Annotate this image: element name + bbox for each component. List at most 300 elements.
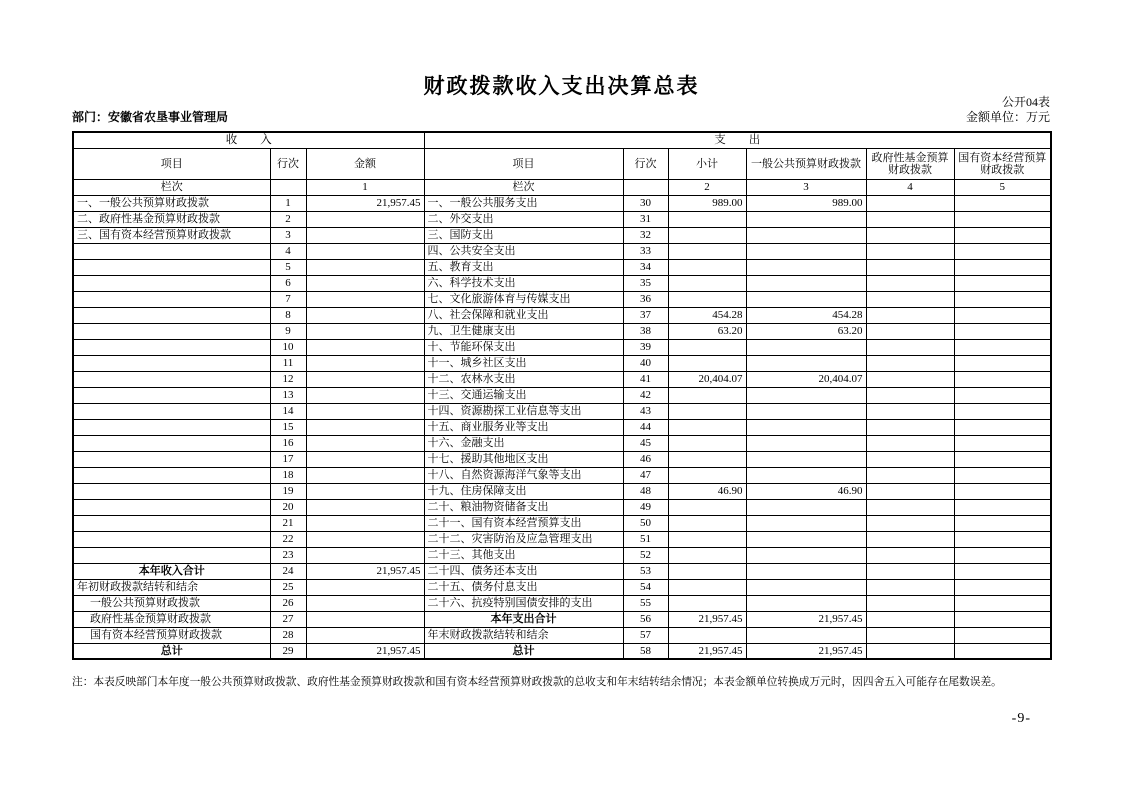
- income-item-cell: [73, 291, 270, 307]
- table-row: [73, 531, 1051, 547]
- income-index-line: [270, 180, 306, 196]
- table-row: [73, 291, 1051, 307]
- income-item-cell: [73, 355, 270, 371]
- expense-gov-fund-cell: [866, 627, 954, 643]
- expense-general-cell: [746, 515, 866, 531]
- income-item-cell: 一般公共预算财政拨款: [73, 595, 270, 611]
- income-amount-cell: [306, 515, 424, 531]
- footnote: 注：本表反映部门本年度一般公共预算财政拨款、政府性基金预算财政拨款和国有资本经营预算财政拨款的总收支和年末结转结余情况；本表金额单位转换成万元时，因四舍五入可能存在尾数误差。: [72, 676, 1002, 688]
- expense-line-cell: 46: [623, 451, 668, 467]
- income-amount-cell: [306, 627, 424, 643]
- expense-general-cell: [746, 451, 866, 467]
- expense-subtotal-cell: 46.90: [668, 483, 746, 499]
- expense-gov-fund-cell: [866, 547, 954, 563]
- expense-subtotal-cell: [668, 563, 746, 579]
- income-amount-cell: [306, 387, 424, 403]
- expense-gov-fund-cell: [866, 467, 954, 483]
- expense-line-cell: 36: [623, 291, 668, 307]
- table-row: [73, 227, 1051, 243]
- income-item-cell: [73, 483, 270, 499]
- expense-gov-fund-cell: [866, 483, 954, 499]
- expense-subtotal-cell: [668, 531, 746, 547]
- income-line-cell: 2: [270, 211, 306, 227]
- expense-state-capital-cell: [954, 371, 1051, 387]
- expense-general-cell: 20,404.07: [746, 371, 866, 387]
- expense-gov-fund-header: 政府性基金预算财政拨款: [866, 149, 954, 180]
- expense-gov-fund-cell: [866, 291, 954, 307]
- expense-general-cell: [746, 419, 866, 435]
- expense-subtotal-cell: [668, 547, 746, 563]
- expense-line-cell: 47: [623, 467, 668, 483]
- table-row: [73, 627, 1051, 643]
- expense-state-capital-cell: [954, 515, 1051, 531]
- expense-line-cell: 35: [623, 275, 668, 291]
- expense-subtotal-cell: [668, 515, 746, 531]
- table-row: [73, 243, 1051, 259]
- table-row: [73, 419, 1051, 435]
- expense-item-cell: 十一、城乡社区支出: [424, 355, 623, 371]
- expense-subtotal-cell: [668, 243, 746, 259]
- income-amount-cell: [306, 355, 424, 371]
- income-item-cell: [73, 387, 270, 403]
- expense-state-capital-cell: [954, 355, 1051, 371]
- expense-line-cell: 48: [623, 483, 668, 499]
- expense-state-capital-cell: [954, 643, 1051, 659]
- expense-general-cell: [746, 499, 866, 515]
- expense-general-cell: [746, 291, 866, 307]
- expense-state-capital-cell: [954, 531, 1051, 547]
- table-row: [73, 307, 1051, 323]
- expense-subtotal-cell: 20,404.07: [668, 371, 746, 387]
- expense-line-cell: 57: [623, 627, 668, 643]
- expense-state-capital-cell: [954, 211, 1051, 227]
- income-line-cell: 1: [270, 195, 306, 211]
- expense-subtotal-cell: [668, 627, 746, 643]
- expense-item-cell: 四、公共安全支出: [424, 243, 623, 259]
- expense-line-cell: 51: [623, 531, 668, 547]
- income-amount-cell: [306, 227, 424, 243]
- table-row: [73, 195, 1051, 211]
- income-line-cell: 16: [270, 435, 306, 451]
- income-line-cell: 19: [270, 483, 306, 499]
- expense-state-capital-cell: [954, 483, 1051, 499]
- income-item-header: 项目: [73, 149, 270, 180]
- income-item-cell: 一、一般公共预算财政拨款: [73, 195, 270, 211]
- income-item-cell: 二、政府性基金预算财政拨款: [73, 211, 270, 227]
- expense-state-capital-cell: [954, 243, 1051, 259]
- expense-subtotal-cell: [668, 259, 746, 275]
- income-amount-cell: 21,957.45: [306, 195, 424, 211]
- income-amount-cell: [306, 435, 424, 451]
- expense-general-cell: [746, 259, 866, 275]
- expense-state-capital-cell: [954, 227, 1051, 243]
- income-line-cell: 18: [270, 467, 306, 483]
- table-row: [73, 467, 1051, 483]
- income-amount-cell: [306, 467, 424, 483]
- income-line-cell: 12: [270, 371, 306, 387]
- expense-gov-fund-cell: [866, 227, 954, 243]
- income-item-cell: [73, 243, 270, 259]
- expense-gov-fund-cell: [866, 611, 954, 627]
- expense-state-capital-cell: [954, 467, 1051, 483]
- expense-state-capital-cell: [954, 627, 1051, 643]
- expense-gov-fund-cell: [866, 531, 954, 547]
- income-line-cell: 10: [270, 339, 306, 355]
- income-amount-cell: [306, 531, 424, 547]
- income-amount-cell: [306, 275, 424, 291]
- expense-gov-fund-cell: [866, 595, 954, 611]
- expense-gov-fund-cell: [866, 323, 954, 339]
- table-row: [73, 547, 1051, 563]
- income-line-cell: 11: [270, 355, 306, 371]
- expense-line-cell: 30: [623, 195, 668, 211]
- income-item-cell: 政府性基金预算财政拨款: [73, 611, 270, 627]
- income-item-cell: [73, 435, 270, 451]
- table-row: [73, 387, 1051, 403]
- expense-item-cell: 十六、金融支出: [424, 435, 623, 451]
- column-index-row: [73, 180, 1051, 196]
- table-row: [73, 563, 1051, 579]
- expense-line-cell: 32: [623, 227, 668, 243]
- expense-general-cell: [746, 467, 866, 483]
- expense-general-cell: [746, 531, 866, 547]
- expense-subtotal-cell: 21,957.45: [668, 643, 746, 659]
- expense-item-cell: 十四、资源勘探工业信息等支出: [424, 403, 623, 419]
- expense-state-capital-cell: [954, 419, 1051, 435]
- expense-general-cell: [746, 627, 866, 643]
- expense-gov-fund-cell: [866, 499, 954, 515]
- expense-gov-fund-cell: [866, 515, 954, 531]
- expense-gov-fund-cell: [866, 435, 954, 451]
- expense-state-capital-cell: [954, 499, 1051, 515]
- expense-subtotal-cell: [668, 499, 746, 515]
- income-amount-cell: 21,957.45: [306, 643, 424, 659]
- expense-subtotal-header: 小计: [668, 149, 746, 180]
- expense-index-4: 4: [866, 180, 954, 196]
- expense-line-cell: 39: [623, 339, 668, 355]
- income-line-cell: 27: [270, 611, 306, 627]
- table-row: [73, 499, 1051, 515]
- column-header-row: [73, 149, 1051, 180]
- expense-line-cell: 44: [623, 419, 668, 435]
- expense-subtotal-cell: [668, 211, 746, 227]
- expense-item-cell: 年末财政拨款结转和结余: [424, 627, 623, 643]
- expense-state-capital-cell: [954, 259, 1051, 275]
- expense-state-capital-header: 国有资本经营预算财政拨款: [954, 149, 1051, 180]
- income-amount-cell: [306, 259, 424, 275]
- expense-gov-fund-cell: [866, 259, 954, 275]
- expense-general-cell: 21,957.45: [746, 643, 866, 659]
- income-line-cell: 13: [270, 387, 306, 403]
- expense-item-cell: 十七、援助其他地区支出: [424, 451, 623, 467]
- table-row: [73, 355, 1051, 371]
- expense-state-capital-cell: [954, 291, 1051, 307]
- income-amount-cell: [306, 579, 424, 595]
- meta-row: [72, 108, 1050, 125]
- expense-item-cell: 二十二、灾害防治及应急管理支出: [424, 531, 623, 547]
- expense-general-cell: 63.20: [746, 323, 866, 339]
- unit-label: 金额单位：万元: [965, 110, 1050, 124]
- income-item-cell: [73, 403, 270, 419]
- income-line-cell: 4: [270, 243, 306, 259]
- table-row: [73, 339, 1051, 355]
- income-line-cell: 8: [270, 307, 306, 323]
- expense-gov-fund-cell: [866, 643, 954, 659]
- income-line-cell: 14: [270, 403, 306, 419]
- expense-state-capital-cell: [954, 435, 1051, 451]
- expense-gov-fund-cell: [866, 403, 954, 419]
- expense-general-cell: [746, 435, 866, 451]
- income-amount-cell: 21,957.45: [306, 563, 424, 579]
- expense-item-cell: 三、国防支出: [424, 227, 623, 243]
- expense-line-cell: 55: [623, 595, 668, 611]
- form-code-label: 公开04表: [1001, 95, 1050, 109]
- expense-general-cell: [746, 211, 866, 227]
- expense-item-cell: 十九、住房保障支出: [424, 483, 623, 499]
- expense-state-capital-cell: [954, 563, 1051, 579]
- income-amount-cell: [306, 419, 424, 435]
- expense-line-cell: 37: [623, 307, 668, 323]
- expense-line-cell: 58: [623, 643, 668, 659]
- expense-item-cell: 二十一、国有资本经营预算支出: [424, 515, 623, 531]
- income-amount-cell: [306, 211, 424, 227]
- income-amount-cell: [306, 483, 424, 499]
- expense-item-cell: 总计: [424, 643, 623, 659]
- income-item-cell: 总计: [73, 643, 270, 659]
- expense-item-cell: 十、节能环保支出: [424, 339, 623, 355]
- income-item-cell: [73, 275, 270, 291]
- expense-item-cell: 十三、交通运输支出: [424, 387, 623, 403]
- expense-general-cell: [746, 403, 866, 419]
- income-item-cell: [73, 547, 270, 563]
- expense-gov-fund-cell: [866, 579, 954, 595]
- income-item-cell: 国有资本经营预算财政拨款: [73, 627, 270, 643]
- expense-state-capital-cell: [954, 387, 1051, 403]
- income-amount-cell: [306, 611, 424, 627]
- expense-subtotal-cell: [668, 595, 746, 611]
- expense-state-capital-cell: [954, 451, 1051, 467]
- expense-subtotal-cell: [668, 339, 746, 355]
- expense-general-cell: [746, 339, 866, 355]
- expense-line-cell: 43: [623, 403, 668, 419]
- table-row: [73, 403, 1051, 419]
- page-title: 财政拨款收入支出决算总表: [423, 74, 700, 98]
- income-item-cell: [73, 515, 270, 531]
- income-item-cell: 年初财政拨款结转和结余: [73, 579, 270, 595]
- expense-subtotal-cell: [668, 467, 746, 483]
- income-amount-cell: [306, 547, 424, 563]
- table-body: [73, 195, 1051, 659]
- expense-general-cell: [746, 547, 866, 563]
- income-item-cell: [73, 307, 270, 323]
- expense-general-cell: [746, 387, 866, 403]
- expense-state-capital-cell: [954, 403, 1051, 419]
- income-amount-cell: [306, 291, 424, 307]
- income-item-cell: [73, 323, 270, 339]
- income-line-cell: 22: [270, 531, 306, 547]
- expense-gov-fund-cell: [866, 195, 954, 211]
- income-line-cell: 29: [270, 643, 306, 659]
- expense-general-cell: 454.28: [746, 307, 866, 323]
- income-item-cell: [73, 419, 270, 435]
- expense-item-cell: 一、一般公共服务支出: [424, 195, 623, 211]
- income-line-cell: 25: [270, 579, 306, 595]
- table-row: [73, 371, 1051, 387]
- expense-subtotal-cell: 63.20: [668, 323, 746, 339]
- table-row: [73, 483, 1051, 499]
- income-item-cell: [73, 371, 270, 387]
- income-amount-cell: [306, 403, 424, 419]
- income-item-cell: [73, 259, 270, 275]
- income-item-cell: [73, 499, 270, 515]
- section-header-row: [73, 132, 1051, 149]
- expense-gov-fund-cell: [866, 355, 954, 371]
- expense-line-cell: 53: [623, 563, 668, 579]
- income-amount-cell: [306, 323, 424, 339]
- expense-state-capital-cell: [954, 307, 1051, 323]
- expense-subtotal-cell: 21,957.45: [668, 611, 746, 627]
- expense-item-cell: 九、卫生健康支出: [424, 323, 623, 339]
- expense-gov-fund-cell: [866, 307, 954, 323]
- expense-gov-fund-cell: [866, 243, 954, 259]
- expense-general-cell: [746, 355, 866, 371]
- expense-gov-fund-cell: [866, 275, 954, 291]
- expense-state-capital-cell: [954, 275, 1051, 291]
- expense-line-cell: 54: [623, 579, 668, 595]
- expense-item-cell: 二十五、债务付息支出: [424, 579, 623, 595]
- income-line-cell: 23: [270, 547, 306, 563]
- expense-subtotal-cell: [668, 435, 746, 451]
- expense-subtotal-cell: [668, 403, 746, 419]
- income-item-cell: [73, 339, 270, 355]
- expense-state-capital-cell: [954, 547, 1051, 563]
- expense-index-3: 3: [746, 180, 866, 196]
- expense-general-cell: 989.00: [746, 195, 866, 211]
- expense-gov-fund-cell: [866, 419, 954, 435]
- income-item-cell: [73, 467, 270, 483]
- expense-line-cell: 50: [623, 515, 668, 531]
- expense-line-cell: 34: [623, 259, 668, 275]
- income-index-label: 栏次: [73, 180, 270, 196]
- income-item-cell: [73, 451, 270, 467]
- expense-item-cell: 二十四、债务还本支出: [424, 563, 623, 579]
- income-line-cell: 3: [270, 227, 306, 243]
- income-amount-cell: [306, 371, 424, 387]
- expense-subtotal-cell: [668, 227, 746, 243]
- expense-line-cell: 38: [623, 323, 668, 339]
- income-item-cell: [73, 531, 270, 547]
- fiscal-summary-table: [72, 131, 1052, 660]
- expense-item-cell: 五、教育支出: [424, 259, 623, 275]
- expense-index-label: 栏次: [424, 180, 623, 196]
- income-line-cell: 17: [270, 451, 306, 467]
- department-label: 部门：安徽省农垦事业管理局: [72, 110, 229, 124]
- expense-gov-fund-cell: [866, 451, 954, 467]
- expense-line-cell: 31: [623, 211, 668, 227]
- expense-general-cell: [746, 243, 866, 259]
- expense-item-cell: 十二、农林水支出: [424, 371, 623, 387]
- expense-general-cell: [746, 227, 866, 243]
- expense-line-cell: 45: [623, 435, 668, 451]
- income-amount-cell: [306, 339, 424, 355]
- expense-general-cell: [746, 579, 866, 595]
- income-line-cell: 5: [270, 259, 306, 275]
- expense-gov-fund-cell: [866, 211, 954, 227]
- income-line-header: 行次: [270, 149, 306, 180]
- income-line-cell: 15: [270, 419, 306, 435]
- expense-gov-fund-cell: [866, 563, 954, 579]
- table-row: [73, 515, 1051, 531]
- expense-general-cell: [746, 563, 866, 579]
- income-amount-cell: [306, 595, 424, 611]
- expense-subtotal-cell: [668, 451, 746, 467]
- expense-index-2: 2: [668, 180, 746, 196]
- expense-subtotal-cell: [668, 291, 746, 307]
- income-amount-cell: [306, 243, 424, 259]
- income-item-cell: 三、国有资本经营预算财政拨款: [73, 227, 270, 243]
- expense-general-cell: 46.90: [746, 483, 866, 499]
- expense-gov-fund-cell: [866, 339, 954, 355]
- expense-section-header: 支 出: [424, 132, 1051, 149]
- table-row: [73, 451, 1051, 467]
- income-section-header: 收 入: [73, 132, 424, 149]
- expense-subtotal-cell: 454.28: [668, 307, 746, 323]
- income-line-cell: 6: [270, 275, 306, 291]
- expense-general-cell: [746, 595, 866, 611]
- income-amount-header: 金额: [306, 149, 424, 180]
- expense-item-cell: 八、社会保障和就业支出: [424, 307, 623, 323]
- income-line-cell: 24: [270, 563, 306, 579]
- expense-general-cell: 21,957.45: [746, 611, 866, 627]
- income-amount-cell: [306, 451, 424, 467]
- table-row: [73, 275, 1051, 291]
- table-row: [73, 579, 1051, 595]
- expense-state-capital-cell: [954, 611, 1051, 627]
- table-row: [73, 259, 1051, 275]
- expense-state-capital-cell: [954, 195, 1051, 211]
- income-line-cell: 21: [270, 515, 306, 531]
- expense-line-cell: 41: [623, 371, 668, 387]
- table-row: [73, 611, 1051, 627]
- expense-item-cell: 二十六、抗疫特别国债安排的支出: [424, 595, 623, 611]
- expense-item-cell: 十五、商业服务业等支出: [424, 419, 623, 435]
- expense-gov-fund-cell: [866, 371, 954, 387]
- expense-item-cell: 二十三、其他支出: [424, 547, 623, 563]
- table-row: [73, 595, 1051, 611]
- expense-subtotal-cell: 989.00: [668, 195, 746, 211]
- page-number: -9-: [1011, 711, 1031, 726]
- expense-item-cell: 二、外交支出: [424, 211, 623, 227]
- expense-item-cell: 十八、自然资源海洋气象等支出: [424, 467, 623, 483]
- expense-line-cell: 42: [623, 387, 668, 403]
- expense-line-cell: 52: [623, 547, 668, 563]
- income-line-cell: 26: [270, 595, 306, 611]
- expense-index-5: 5: [954, 180, 1051, 196]
- income-line-cell: 20: [270, 499, 306, 515]
- table-row: [73, 323, 1051, 339]
- table-row: [73, 435, 1051, 451]
- expense-item-cell: 二十、粮油物资储备支出: [424, 499, 623, 515]
- expense-subtotal-cell: [668, 579, 746, 595]
- expense-subtotal-cell: [668, 275, 746, 291]
- expense-subtotal-cell: [668, 387, 746, 403]
- income-line-cell: 7: [270, 291, 306, 307]
- expense-subtotal-cell: [668, 419, 746, 435]
- income-line-cell: 28: [270, 627, 306, 643]
- expense-state-capital-cell: [954, 595, 1051, 611]
- expense-state-capital-cell: [954, 579, 1051, 595]
- expense-line-cell: 49: [623, 499, 668, 515]
